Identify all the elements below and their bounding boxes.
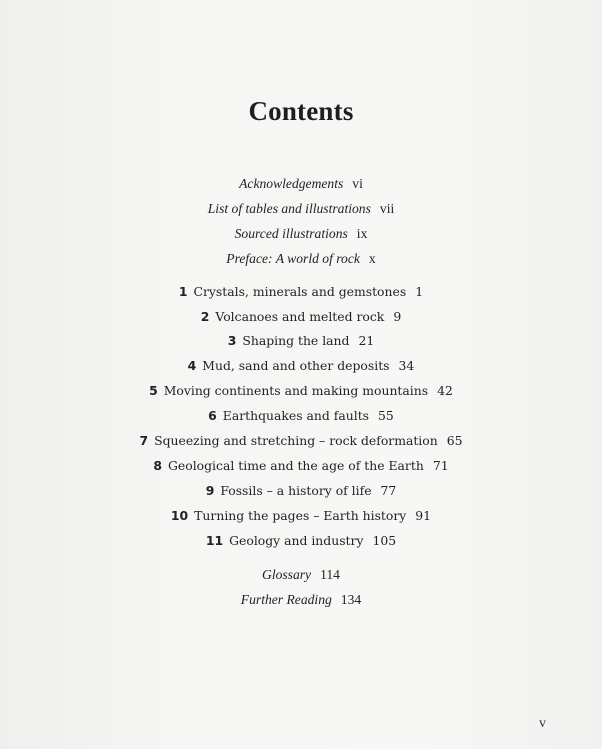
chapter-number: 8 <box>153 458 163 473</box>
chapter-page: 91 <box>415 508 432 523</box>
chapter-title: Moving continents and making mountains <box>163 383 429 398</box>
chapter-title: Earthquakes and faults <box>222 408 370 423</box>
toc-entry-page: ix <box>356 226 368 241</box>
toc-entry-page: x <box>368 251 376 266</box>
chapter-number: 7 <box>139 433 149 448</box>
chapter-page: 9 <box>393 309 402 324</box>
chapter-page: 21 <box>358 333 375 348</box>
toc-chapter-9 <box>0 483 602 499</box>
toc-chapter-10 <box>0 508 602 524</box>
toc-entry-glossary <box>0 567 602 583</box>
chapter-number: 3 <box>227 333 237 348</box>
chapter-title: Volcanoes and melted rock <box>215 309 385 324</box>
chapter-number: 6 <box>208 408 217 423</box>
chapter-page: 1 <box>415 284 424 299</box>
toc-chapter-1 <box>0 284 602 300</box>
chapter-number: 10 <box>170 508 189 523</box>
chapter-number: 1 <box>178 284 188 299</box>
chapter-page: 71 <box>432 458 449 473</box>
chapter-page: 34 <box>398 358 415 373</box>
chapter-title: Crystals, minerals and gemstones <box>193 284 407 299</box>
chapter-page: 65 <box>446 433 463 448</box>
toc-entry-list-of-tables <box>0 201 602 217</box>
toc-entry-text: Sourced illustrations <box>234 226 348 241</box>
page-title: Contents <box>248 96 354 126</box>
toc-entry-sourced-illustrations <box>0 226 602 242</box>
chapter-title: Geological time and the age of the Earth <box>168 458 424 473</box>
toc-chapter-8 <box>0 458 602 474</box>
toc-chapter-3 <box>0 333 602 349</box>
toc-entry-text: Preface: A world of rock <box>226 251 360 266</box>
chapter-page: 77 <box>380 483 397 498</box>
toc-chapter-6 <box>0 408 602 424</box>
toc-entry-further-reading <box>0 592 602 608</box>
toc-chapter-7 <box>0 433 602 449</box>
toc-chapter-4 <box>0 358 602 374</box>
chapter-number: 4 <box>187 358 197 373</box>
chapter-number: 11 <box>205 533 224 548</box>
chapter-title: Fossils – a history of life <box>220 483 372 498</box>
toc-entry-acknowledgements <box>0 176 602 192</box>
toc-chapter-11 <box>0 533 602 549</box>
toc-entry-page: 114 <box>320 567 340 582</box>
toc-entry-text: Glossary <box>262 567 312 582</box>
toc-chapter-2 <box>0 309 602 325</box>
chapter-title: Geology and industry <box>229 533 364 548</box>
toc-entry-text: Further Reading <box>240 592 332 607</box>
toc-entry-page: vii <box>379 201 395 216</box>
chapter-page: 42 <box>437 383 453 398</box>
chapter-title: Squeezing and stretching – rock deformation <box>154 433 438 448</box>
toc-chapter-5 <box>0 383 602 399</box>
toc-entry-preface <box>0 251 602 267</box>
toc-entry-page: 134 <box>340 592 362 607</box>
page-number: v <box>539 716 546 731</box>
chapter-page: 55 <box>378 408 394 423</box>
chapter-number: 2 <box>200 309 210 324</box>
chapter-title: Shaping the land <box>242 333 350 348</box>
toc-entry-text: List of tables and illustrations <box>207 201 371 216</box>
chapter-number: 9 <box>205 483 215 498</box>
chapter-title: Turning the pages – Earth history <box>194 508 407 523</box>
toc-entry-page: vi <box>352 176 363 191</box>
chapter-page: 105 <box>372 533 397 548</box>
chapter-number: 5 <box>149 383 158 398</box>
toc-entry-text: Acknowledgements <box>239 176 344 191</box>
chapter-title: Mud, sand and other deposits <box>202 358 390 373</box>
